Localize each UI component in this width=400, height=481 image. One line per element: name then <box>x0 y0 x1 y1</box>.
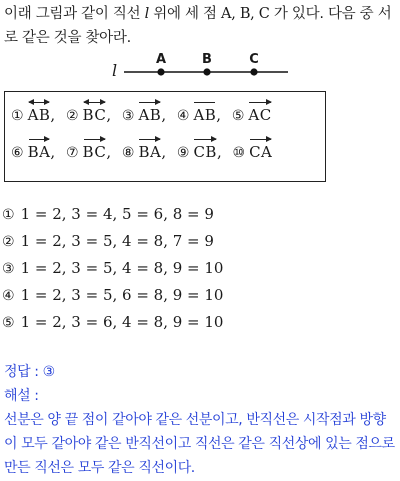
explanation-text: 선분은 양 끝 점이 같아야 같은 선분이고, 반직선은 시작점과 방향이 모두 같아야 같은 반직선이고 직선은 같은 직선상에 있는 점으로 만든 직선은 모두 같은 직선이다. <box>4 412 395 476</box>
point-a-label: A <box>155 52 167 67</box>
choice-item: ② BC, <box>66 100 111 124</box>
choice-item: ⑥ BA, <box>11 137 55 161</box>
option-number: ② <box>2 234 15 250</box>
point-c-label: C <box>249 52 259 67</box>
option-number: ④ <box>2 288 15 304</box>
option-1[interactable] <box>2 201 398 228</box>
ray-notation: CA <box>249 137 272 161</box>
choice-item: ① AB, <box>11 100 55 124</box>
choice-item: ⑦ BC, <box>66 137 111 161</box>
choice-number: ⑧ <box>121 145 135 161</box>
ray-notation: AB <box>138 100 161 124</box>
ray-notation: BC <box>83 137 107 161</box>
point-b-label: B <box>202 52 212 67</box>
line-label: l <box>112 61 118 80</box>
choice-item <box>232 100 272 124</box>
option-number: ① <box>2 207 15 223</box>
line-symbol: l <box>144 6 149 22</box>
line-notation: BC <box>83 100 107 124</box>
choice-box <box>4 91 326 182</box>
question-text-before: 이래 그림과 같이 직선 <box>4 6 145 22</box>
option-number: ③ <box>2 261 15 277</box>
choice-item: ④ AB, <box>177 100 221 124</box>
choice-number: ③ <box>121 108 135 124</box>
question-text-after: 가 있다. 다음 중 서로 같은 것을 찾아라. <box>4 6 392 46</box>
option-text: 1 = 2, 3 = 5, 4 = 8, 7 = 9 <box>20 232 214 250</box>
option-number: ⑤ <box>2 315 15 331</box>
choice-row <box>11 100 325 137</box>
choice-item: ⑧ BA, <box>122 137 166 161</box>
answer-options <box>2 201 398 336</box>
option-2[interactable] <box>2 228 398 255</box>
option-3[interactable] <box>2 255 398 282</box>
point-b-dot <box>203 68 210 75</box>
line-figure <box>0 52 400 86</box>
ray-notation: CB <box>193 137 217 161</box>
option-text: 1 = 2, 3 = 4, 5 = 6, 8 = 9 <box>20 205 214 223</box>
option-4[interactable] <box>2 282 398 309</box>
choice-number: ⑦ <box>65 145 79 161</box>
choice-row <box>11 137 325 174</box>
choice-item: ③ AB, <box>122 100 166 124</box>
point-a-dot <box>157 68 164 75</box>
explanation-label: 해설 : <box>4 388 39 404</box>
ray-notation: BA <box>138 137 161 161</box>
choice-number: ① <box>11 108 24 124</box>
choice-number: ⑩ <box>232 145 246 161</box>
answer-label: 정답 : ③ <box>4 364 55 380</box>
option-5[interactable] <box>2 309 398 336</box>
choice-item <box>233 137 273 161</box>
question-text-middle: 위에 세 점 <box>148 6 222 22</box>
choice-item: ⑨ CB, <box>177 137 222 161</box>
question-text <box>4 2 396 50</box>
segment-notation: AB <box>193 100 216 124</box>
point-c-dot <box>250 68 257 75</box>
option-text: 1 = 2, 3 = 5, 4 = 8, 9 = 10 <box>20 259 224 277</box>
choice-number: ⑨ <box>176 145 190 161</box>
choice-number: ② <box>65 108 79 124</box>
ray-notation: AC <box>248 100 271 124</box>
choice-number: ④ <box>176 108 190 124</box>
choice-number: ⑤ <box>231 108 245 124</box>
line-notation: AB <box>28 100 51 124</box>
option-text: 1 = 2, 3 = 6, 4 = 8, 9 = 10 <box>20 313 224 331</box>
points-inline: A, B, C <box>221 6 270 22</box>
ray-notation: BA <box>28 137 51 161</box>
line-diagram <box>0 52 400 86</box>
option-text: 1 = 2, 3 = 5, 6 = 8, 9 = 10 <box>20 286 224 304</box>
answer-section <box>4 360 396 480</box>
choice-number: ⑥ <box>11 145 24 161</box>
